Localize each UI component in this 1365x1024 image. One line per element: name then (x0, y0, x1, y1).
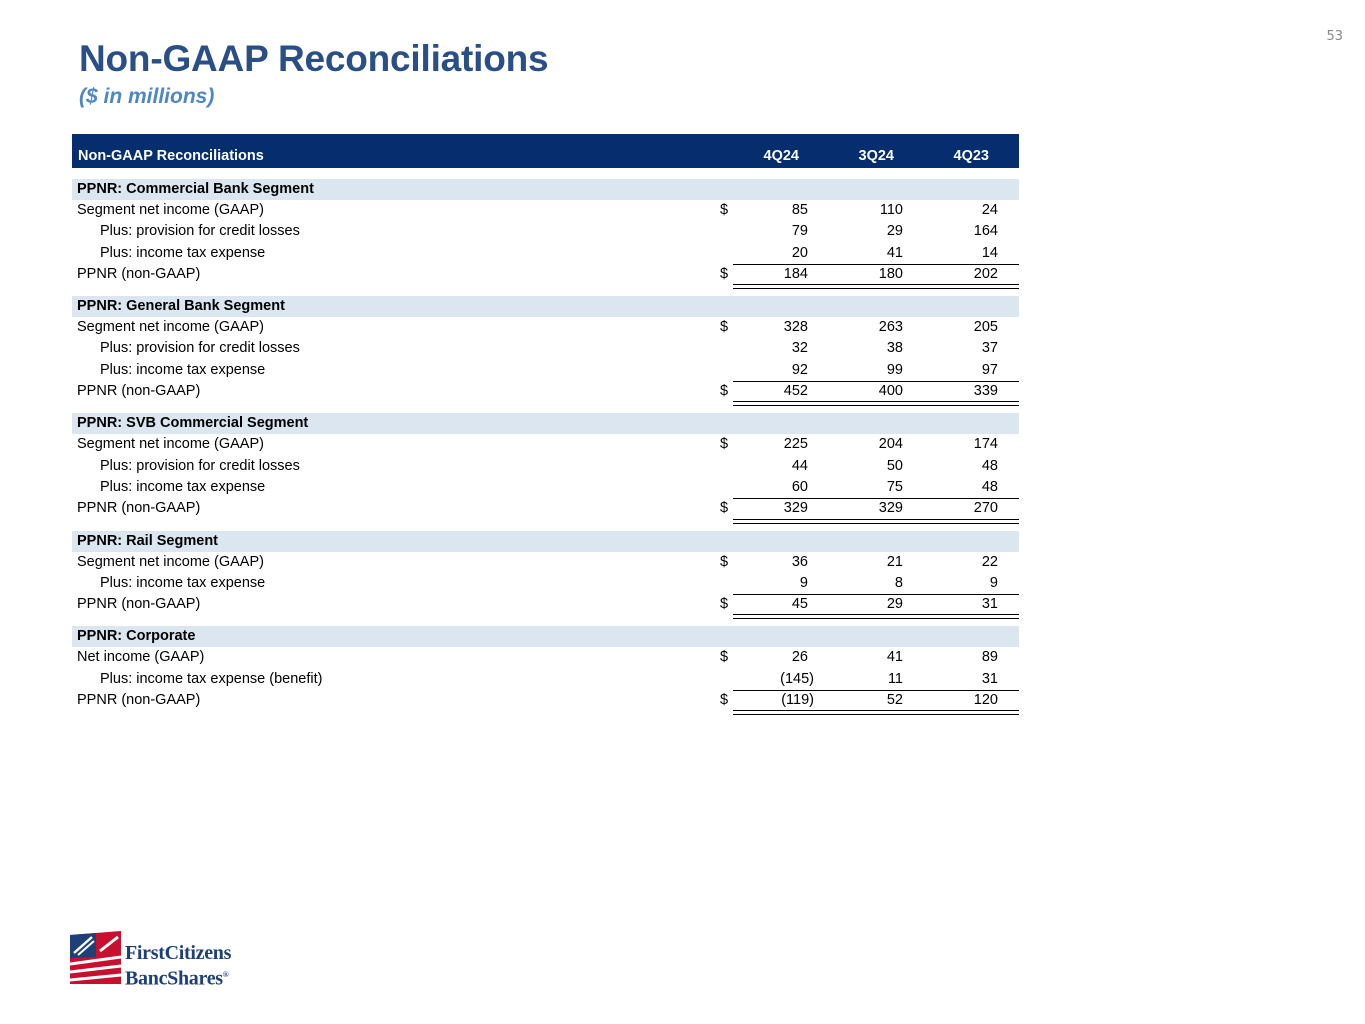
section-title: PPNR: SVB Commercial Segment (72, 413, 1019, 434)
table-row (72, 669, 1019, 690)
cell-value: 204 (878, 436, 903, 453)
cell-value: 21 (886, 553, 903, 570)
header-col-2: 3Q24 (858, 148, 894, 164)
page-title: Non-GAAP Reconciliations (79, 38, 549, 79)
row-label: PPNR (non-GAAP) (77, 383, 201, 400)
cell-value: 20 (791, 244, 808, 261)
cell-value: 79 (791, 223, 808, 240)
cell-value: 22 (981, 553, 998, 570)
table-row (72, 456, 1019, 477)
logo-registered-mark: ® (222, 970, 229, 979)
header-col-1: 4Q24 (763, 148, 799, 164)
cell-value: 44 (791, 457, 808, 474)
row-label: PPNR (non-GAAP) (77, 596, 201, 613)
table-total-row (72, 498, 1019, 519)
table-total-row (72, 594, 1019, 615)
section-title: PPNR: Corporate (72, 626, 1019, 647)
cell-value: 225 (783, 436, 808, 453)
logo-line-2: BancShares (125, 967, 223, 990)
cell-value: 52 (886, 692, 903, 709)
row-label: Plus: provision for credit losses (100, 223, 300, 240)
table-row (72, 243, 1019, 264)
cell-value: 26 (791, 649, 808, 666)
row-label: Plus: provision for credit losses (100, 340, 300, 357)
cell-value: (145) (780, 670, 814, 687)
cell-value: 41 (886, 244, 903, 261)
cell-value: 14 (981, 244, 998, 261)
row-label: Segment net income (GAAP) (77, 436, 264, 453)
row-label: Plus: income tax expense (100, 478, 266, 495)
header-col-3: 4Q23 (953, 148, 989, 164)
cell-value: 202 (973, 265, 998, 282)
cell-value: 180 (878, 265, 903, 282)
currency-symbol: $ (720, 436, 729, 453)
table-row (72, 434, 1019, 455)
cell-value: 97 (981, 361, 998, 378)
section-title: PPNR: Commercial Bank Segment (72, 179, 1019, 200)
cell-value: 205 (973, 319, 998, 336)
table-section (72, 296, 1019, 402)
row-label: Segment net income (GAAP) (77, 319, 264, 336)
currency-symbol: $ (720, 649, 729, 666)
cell-value: 452 (783, 383, 808, 400)
cell-value: 164 (973, 223, 998, 240)
cell-value: 60 (791, 478, 808, 495)
cell-value: 75 (886, 478, 903, 495)
table-section (72, 626, 1019, 711)
row-label: Plus: income tax expense (100, 244, 266, 261)
cell-value: 89 (981, 649, 998, 666)
table-section (72, 413, 1019, 519)
table-row (72, 200, 1019, 221)
row-label: PPNR (non-GAAP) (77, 265, 201, 282)
cell-value: 36 (791, 553, 808, 570)
table-row (72, 477, 1019, 498)
table-row (72, 552, 1019, 573)
table-total-row (72, 264, 1019, 285)
cell-value: 38 (886, 340, 903, 357)
cell-value: 85 (791, 202, 808, 218)
header-label: Non-GAAP Reconciliations (78, 148, 264, 164)
cell-value: 339 (973, 383, 998, 400)
cell-value: 29 (886, 596, 903, 613)
cell-value: 400 (878, 383, 903, 400)
row-label: Plus: income tax expense (benefit) (100, 670, 323, 687)
table-row (72, 647, 1019, 668)
row-label: PPNR (non-GAAP) (77, 500, 201, 517)
cell-value: 110 (879, 202, 903, 218)
cell-value: 329 (878, 500, 903, 517)
row-label: Plus: income tax expense (100, 574, 266, 591)
table-row (72, 360, 1019, 381)
section-title: PPNR: Rail Segment (72, 531, 1019, 552)
section-title: PPNR: General Bank Segment (72, 296, 1019, 317)
table-total-row (72, 381, 1019, 402)
cell-value: 50 (886, 457, 903, 474)
cell-value: (119) (781, 692, 814, 709)
page-subtitle: ($ in millions) (79, 85, 215, 108)
cell-value: 9 (989, 574, 998, 591)
cell-value: 31 (981, 670, 998, 687)
cell-value: 24 (981, 202, 998, 218)
table-section (72, 531, 1019, 616)
cell-value: 29 (886, 223, 903, 240)
row-label: Segment net income (GAAP) (77, 553, 264, 570)
table-row (72, 317, 1019, 338)
flag-logo-icon (70, 931, 121, 984)
cell-value: 32 (791, 340, 808, 357)
company-logo (70, 931, 260, 990)
currency-symbol: $ (720, 383, 729, 400)
logo-wordmark (125, 943, 231, 990)
cell-value: 45 (791, 596, 808, 613)
table-body (72, 179, 1019, 711)
cell-value: 99 (886, 361, 903, 378)
row-label: PPNR (non-GAAP) (77, 692, 201, 709)
table-total-row (72, 690, 1019, 711)
cell-value: 48 (981, 457, 998, 474)
currency-symbol: $ (720, 500, 729, 517)
table-row (72, 573, 1019, 594)
cell-value: 184 (783, 265, 808, 282)
currency-symbol: $ (720, 202, 729, 218)
cell-value: 328 (783, 319, 808, 336)
table-row (72, 338, 1019, 359)
cell-value: 31 (981, 596, 998, 613)
cell-value: 9 (799, 574, 808, 591)
cell-value: 48 (981, 478, 998, 495)
cell-value: 41 (886, 649, 903, 666)
table-section (72, 179, 1019, 285)
row-label: Segment net income (GAAP) (77, 202, 264, 218)
row-label: Plus: income tax expense (100, 361, 266, 378)
cell-value: 120 (973, 692, 998, 709)
currency-symbol: $ (720, 265, 729, 282)
cell-value: 92 (791, 361, 808, 378)
row-label: Plus: provision for credit losses (100, 457, 300, 474)
cell-value: 263 (878, 319, 903, 336)
cell-value: 329 (783, 500, 808, 517)
table-row (72, 221, 1019, 242)
logo-line-1: FirstCitizens (125, 942, 232, 964)
currency-symbol: $ (720, 692, 729, 709)
cell-value: 8 (894, 574, 903, 591)
row-label: Net income (GAAP) (77, 649, 205, 666)
table-header (72, 134, 1019, 168)
page-number: 53 (1326, 29, 1343, 44)
currency-symbol: $ (720, 553, 729, 570)
reconciliation-table (72, 134, 1019, 711)
cell-value: 174 (973, 436, 998, 453)
cell-value: 270 (973, 500, 998, 517)
currency-symbol: $ (720, 596, 729, 613)
currency-symbol: $ (720, 319, 729, 336)
cell-value: 37 (981, 340, 998, 357)
cell-value: 11 (887, 670, 903, 687)
